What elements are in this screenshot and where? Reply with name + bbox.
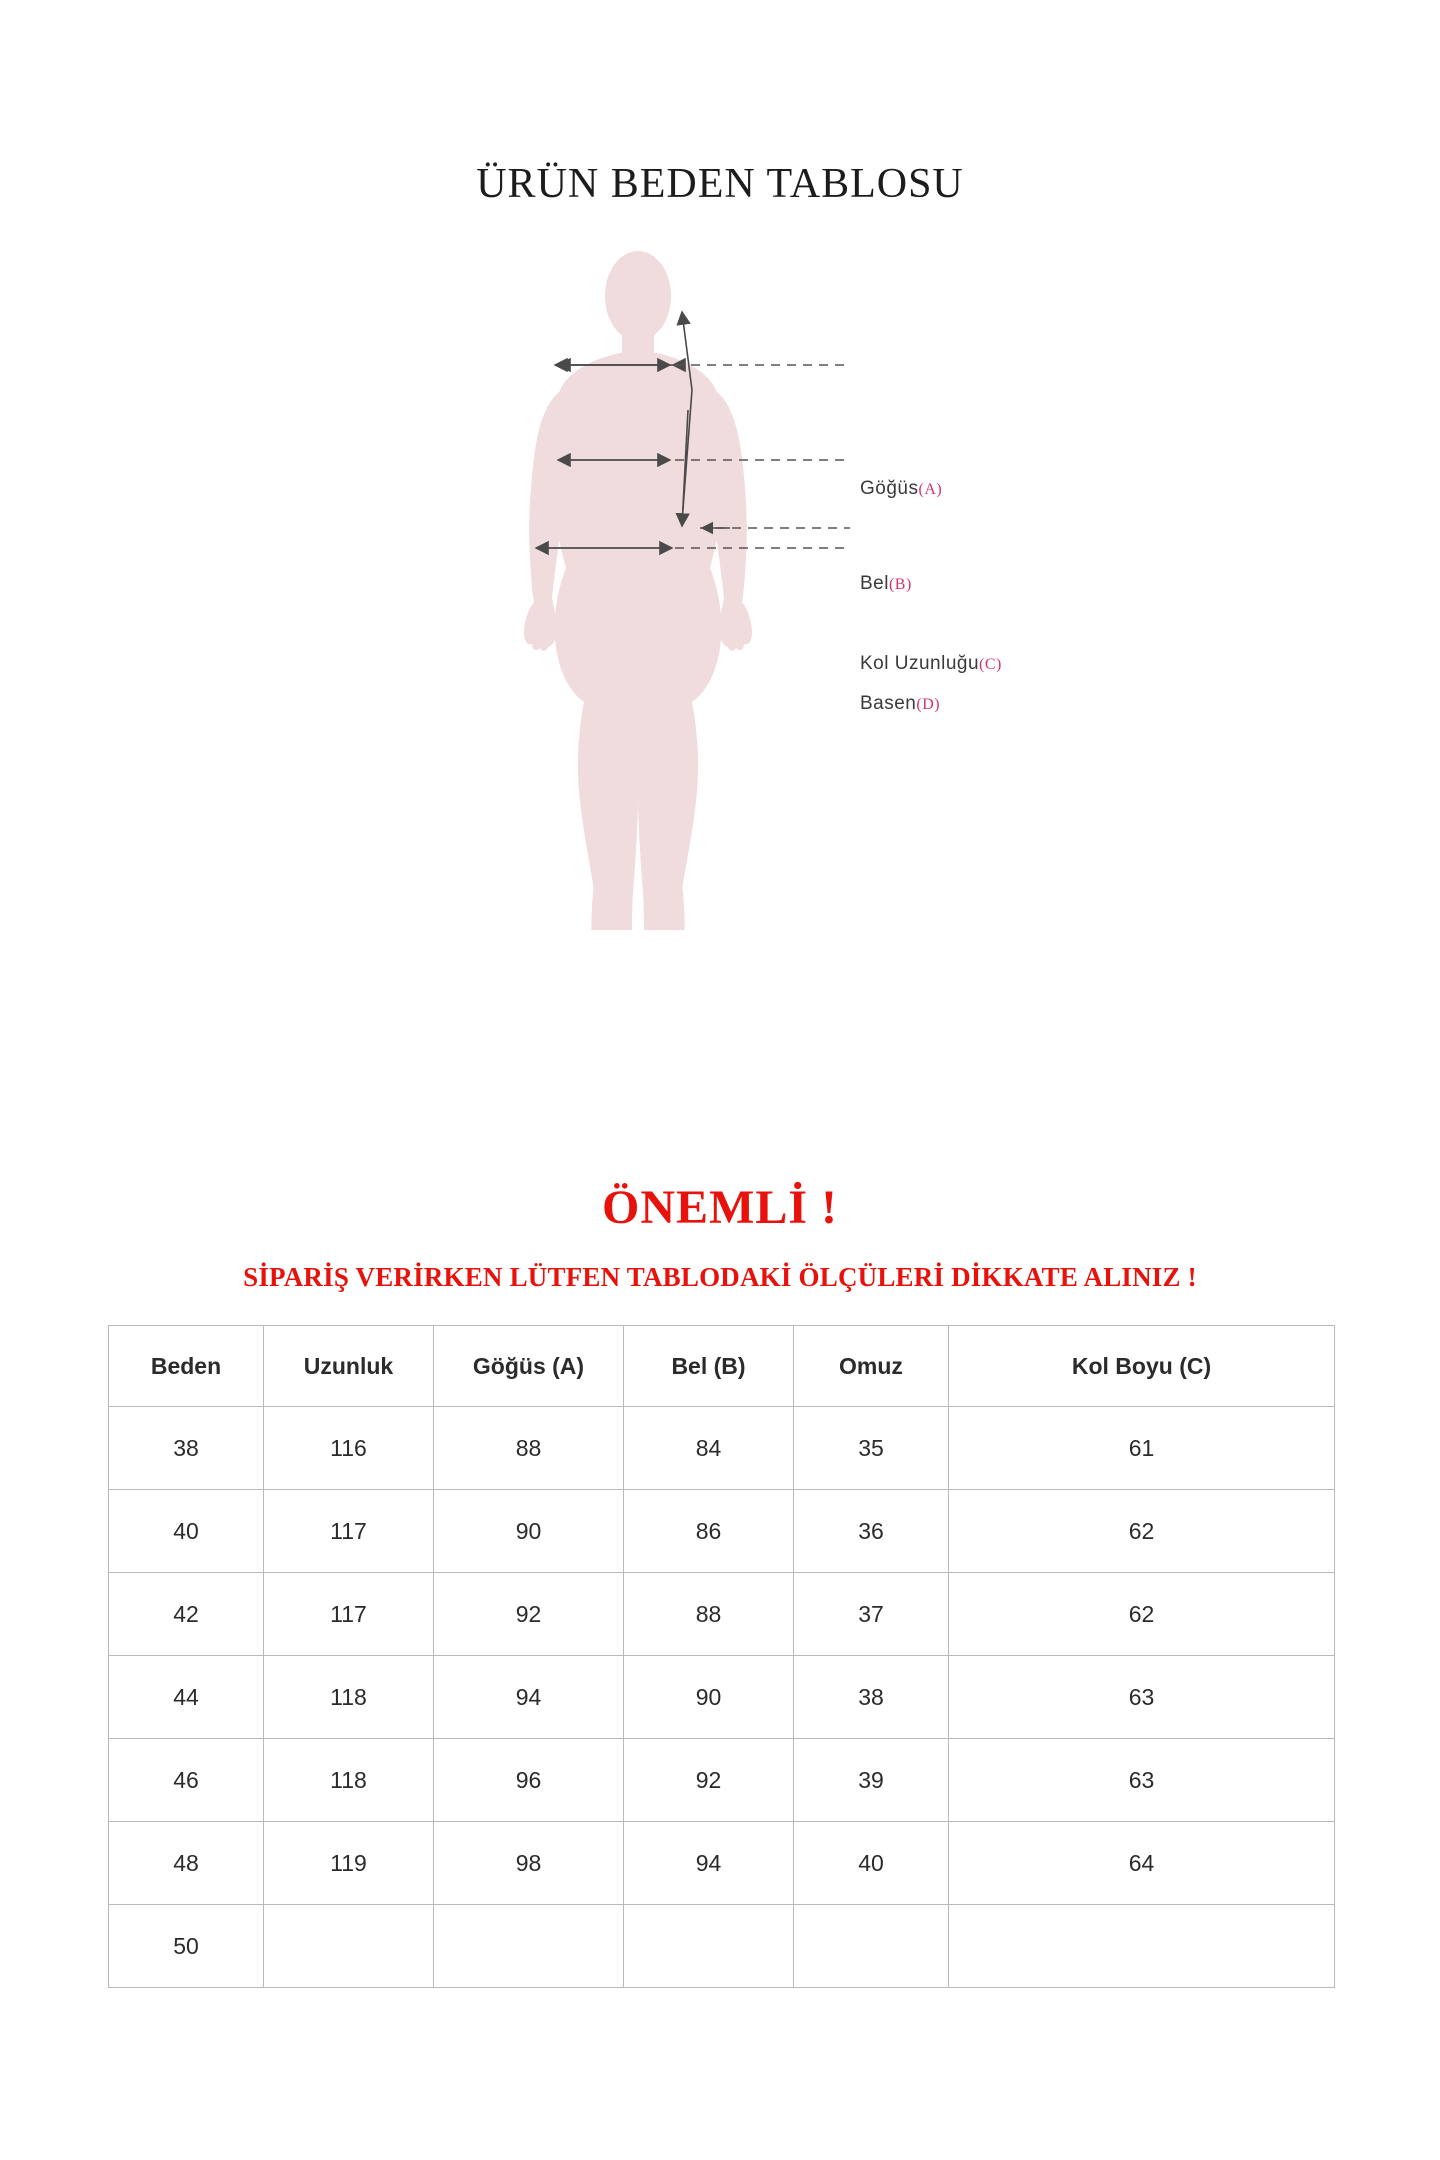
label-bel-text: Bel — [860, 573, 889, 594]
label-gogus-code: (A) — [918, 481, 943, 498]
label-kol-code: (C) — [979, 656, 1002, 673]
table-row — [109, 1490, 1335, 1573]
cell-bel: 94 — [624, 1822, 794, 1905]
table-row — [109, 1573, 1335, 1656]
cell-kol-boyu — [949, 1905, 1335, 1988]
cell-uzunluk: 118 — [264, 1739, 434, 1822]
cell-kol-boyu: 61 — [949, 1407, 1335, 1490]
cell-omuz: 39 — [794, 1739, 949, 1822]
label-kol-uzunlugu — [860, 653, 1002, 675]
header-beden: Beden — [109, 1326, 264, 1407]
cell-gogus: 92 — [434, 1573, 624, 1656]
header-gogus: Göğüs (A) — [434, 1326, 624, 1407]
label-gogus-text: Göğüs — [860, 478, 919, 499]
table-row — [109, 1656, 1335, 1739]
cell-bel: 86 — [624, 1490, 794, 1573]
table-row — [109, 1822, 1335, 1905]
table-header-row — [109, 1326, 1335, 1407]
cell-kol-boyu: 62 — [949, 1490, 1335, 1573]
cell-omuz: 40 — [794, 1822, 949, 1905]
cell-beden: 46 — [109, 1739, 264, 1822]
cell-gogus: 96 — [434, 1739, 624, 1822]
label-basen-code: (D) — [916, 696, 941, 713]
cell-omuz: 38 — [794, 1656, 949, 1739]
cell-uzunluk: 116 — [264, 1407, 434, 1490]
cell-beden: 48 — [109, 1822, 264, 1905]
cell-omuz: 35 — [794, 1407, 949, 1490]
page-title: ÜRÜN BEDEN TABLOSU — [476, 161, 964, 207]
cell-kol-boyu: 63 — [949, 1739, 1335, 1822]
cell-uzunluk: 117 — [264, 1573, 434, 1656]
warning-subline: SİPARİŞ VERİRKEN LÜTFEN TABLODAKİ ÖLÇÜLERİ DİKKATE ALINIZ ! — [243, 1262, 1197, 1292]
cell-uzunluk: 119 — [264, 1822, 434, 1905]
header-bel: Bel (B) — [624, 1326, 794, 1407]
cell-gogus: 88 — [434, 1407, 624, 1490]
header-uzunluk: Uzunluk — [264, 1326, 434, 1407]
cell-beden: 38 — [109, 1407, 264, 1490]
cell-bel: 90 — [624, 1656, 794, 1739]
cell-kol-boyu: 63 — [949, 1656, 1335, 1739]
cell-gogus: 94 — [434, 1656, 624, 1739]
cell-beden: 50 — [109, 1905, 264, 1988]
cell-gogus: 90 — [434, 1490, 624, 1573]
label-gogus — [860, 478, 942, 500]
cell-uzunluk: 117 — [264, 1490, 434, 1573]
size-table — [108, 1325, 1335, 1988]
label-kol-text: Kol Uzunluğu — [860, 653, 980, 674]
table-row — [109, 1905, 1335, 1988]
cell-gogus — [434, 1905, 624, 1988]
label-basen-text: Basen — [860, 693, 917, 714]
cell-gogus: 98 — [434, 1822, 624, 1905]
cell-bel: 84 — [624, 1407, 794, 1490]
cell-bel — [624, 1905, 794, 1988]
label-bel — [860, 573, 912, 595]
measurement-arrows — [370, 250, 1190, 810]
cell-kol-boyu: 64 — [949, 1822, 1335, 1905]
header-kol-boyu: Kol Boyu (C) — [949, 1326, 1335, 1407]
cell-omuz — [794, 1905, 949, 1988]
cell-bel: 92 — [624, 1739, 794, 1822]
cell-beden: 40 — [109, 1490, 264, 1573]
cell-beden: 44 — [109, 1656, 264, 1739]
cell-uzunluk — [264, 1905, 434, 1988]
header-omuz: Omuz — [794, 1326, 949, 1407]
cell-uzunluk: 118 — [264, 1656, 434, 1739]
table-row — [109, 1739, 1335, 1822]
table-row — [109, 1407, 1335, 1490]
cell-omuz: 37 — [794, 1573, 949, 1656]
measurement-diagram — [0, 250, 1440, 1180]
cell-bel: 88 — [624, 1573, 794, 1656]
cell-beden: 42 — [109, 1573, 264, 1656]
cell-omuz: 36 — [794, 1490, 949, 1573]
label-basen — [860, 693, 940, 715]
label-bel-code: (B) — [888, 576, 912, 593]
warning-headline: ÖNEMLİ ! — [602, 1181, 838, 1234]
cell-kol-boyu: 62 — [949, 1573, 1335, 1656]
